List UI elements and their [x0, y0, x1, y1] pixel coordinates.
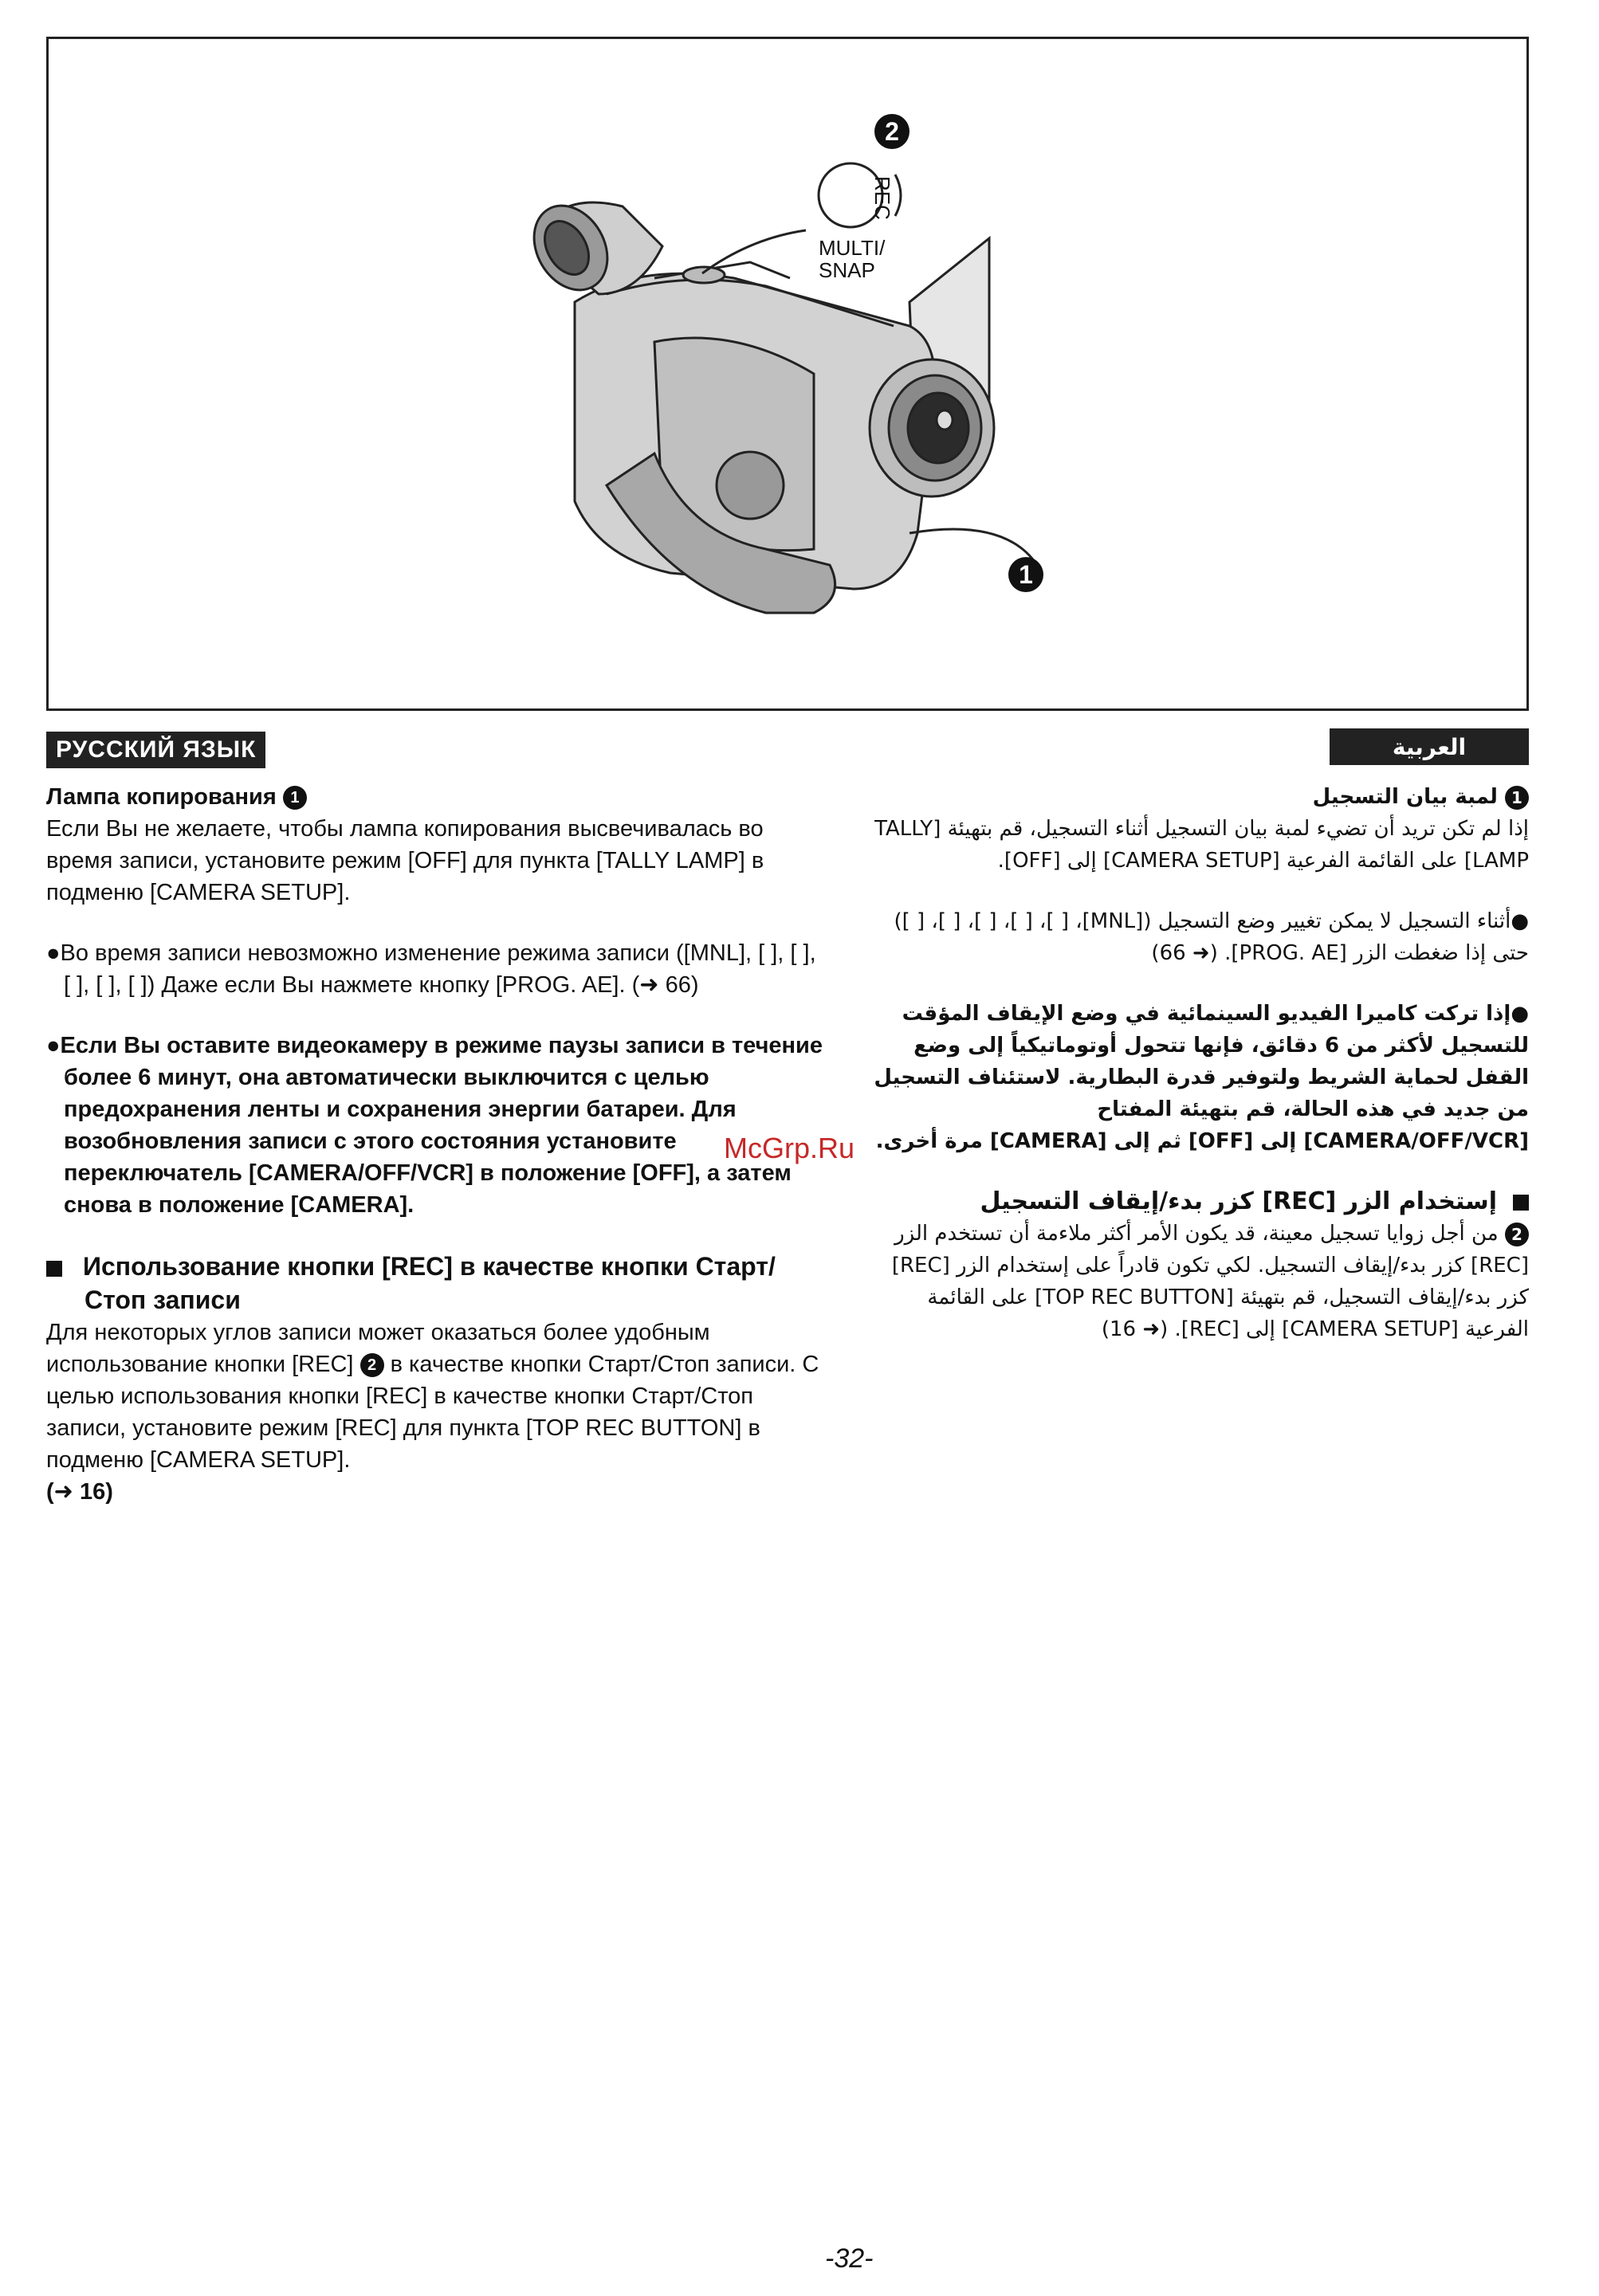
ar-bullet-record-mode: ●أثناء التسجيل لا يمكن تغيير وضع التسجيل ([MNL]، [ ]، [ ]، [ ]، [ ]، [ ]) حتى إذا ضغطت الزر [PROG. AE]. (➜ 66) — [894, 909, 1529, 965]
rec-label: REC — [870, 176, 894, 220]
camcorder-drawing — [49, 39, 1526, 708]
callout-1-inline: 1 — [283, 786, 307, 810]
callout-2-inline: 2 — [360, 1353, 384, 1377]
snap-label: SNAP — [819, 258, 875, 282]
ar-tally-text: إذا لم تكن تريد أن تضيء لمبة بيان التسجيل أثناء التسجيل، قم بتهيئة [TALLY LAMP] على القائمة الفرعية [CAMERA SETUP] إلى [OFF]. — [874, 817, 1529, 873]
ru-tally-heading: Лампа копирования 1 — [46, 781, 827, 813]
callout-2: 2 — [874, 114, 910, 149]
ar-bullet-pause: ●إذا تركت كاميرا الفيديو السينمائية في وضع الإيقاف المؤقت للتسجيل لأكثر من 6 دقائق، فإنها تتحول أوتوماتيكياً إلى وضع القفل لحماية الشريط ولتوفير قدرة البطارية. لاستئناف التسجيل من جديد في هذه الحالة، قم بتهيئة المفتاح [CAMERA/OFF/VCR] إلى [OFF] ثم إلى [CAMERA] مرة أخرى. — [874, 1002, 1529, 1153]
square-bullet-icon-ar — [1513, 1195, 1529, 1211]
ru-section-title: Использование кнопки [REC] в качестве кнопки Старт/Стоп записи — [46, 1250, 827, 1317]
multi-label: MULTI/ — [819, 236, 886, 260]
ar-section-title: إستخدام الزر [REC] كزر بدء/إيقاف التسجيل — [867, 1186, 1529, 1218]
russian-column — [46, 781, 827, 1508]
ru-bullet-record-mode: ●Во время записи невозможно изменение режима записи ([MNL], [ ], [ ], [ ], [ ], [ ]) Даже если Вы нажмете кнопку [PROG. AE]. (➜ 66) — [46, 940, 816, 998]
callout-1: 1 — [1008, 557, 1043, 592]
camcorder-illustration-box — [46, 37, 1529, 711]
russian-language-badge: РУССКИЙ ЯЗЫК — [46, 732, 265, 768]
arabic-language-badge: العربية — [1330, 728, 1529, 765]
square-bullet-icon — [46, 1261, 62, 1277]
ar-tally-heading: 1 لمبة بيان التسجيل — [867, 781, 1529, 813]
ru-section-ref: (➜ 16) — [46, 1479, 113, 1505]
ru-tally-text: Если Вы не желаете, чтобы лампа копирования высвечивалась во время записи, установите режим [OFF] для пункта [TALLY LAMP] в подменю [CAMERA SETUP]. — [46, 816, 764, 905]
callout-2-inline-ar: 2 — [1505, 1223, 1529, 1246]
watermark-text: McGrp.Ru — [724, 1132, 855, 1164]
ar-section-text: 2 من أجل زوايا تسجيل معينة، قد يكون الأمر أكثر ملاءمة أن تستخدم الزر [REC] كزر بدء/إيقاف التسجيل. لكي تكون قادراً على إستخدام الزر [REC] كزر بدء/إيقاف التسجيل، قم بتهيئة [TOP REC BUTTON] على القائمة الفرعية [CAMERA SETUP] إلى [REC]. (➜ 16) — [891, 1222, 1529, 1341]
callout-1-inline-ar: 1 — [1505, 786, 1529, 810]
page-number: -32- — [825, 2243, 874, 2274]
arabic-column — [867, 781, 1529, 1345]
ru-bullet-pause: ●Если Вы оставите видеокамеру в режиме паузы записи в течение более 6 минут, она автоматически выключится с целью предохранения ленты и сохранения энергии батареи. Для возобновления записи с этого состояния установите переключатель [CAMERA/OFF/VCR] в положение [OFF], а затем снова в положение [CAMERA]. — [46, 1033, 823, 1218]
ru-section-text: Для некоторых углов записи может оказаться более удобным использование кнопки [REC] 2 в качестве кнопки Старт/Стоп записи. С целью использования кнопки [REC] в качестве кнопки Старт/Стоп записи, установите режим [REC] для пункта [TOP REC BUTTON] в подменю [CAMERA SETUP]. — [46, 1320, 819, 1473]
